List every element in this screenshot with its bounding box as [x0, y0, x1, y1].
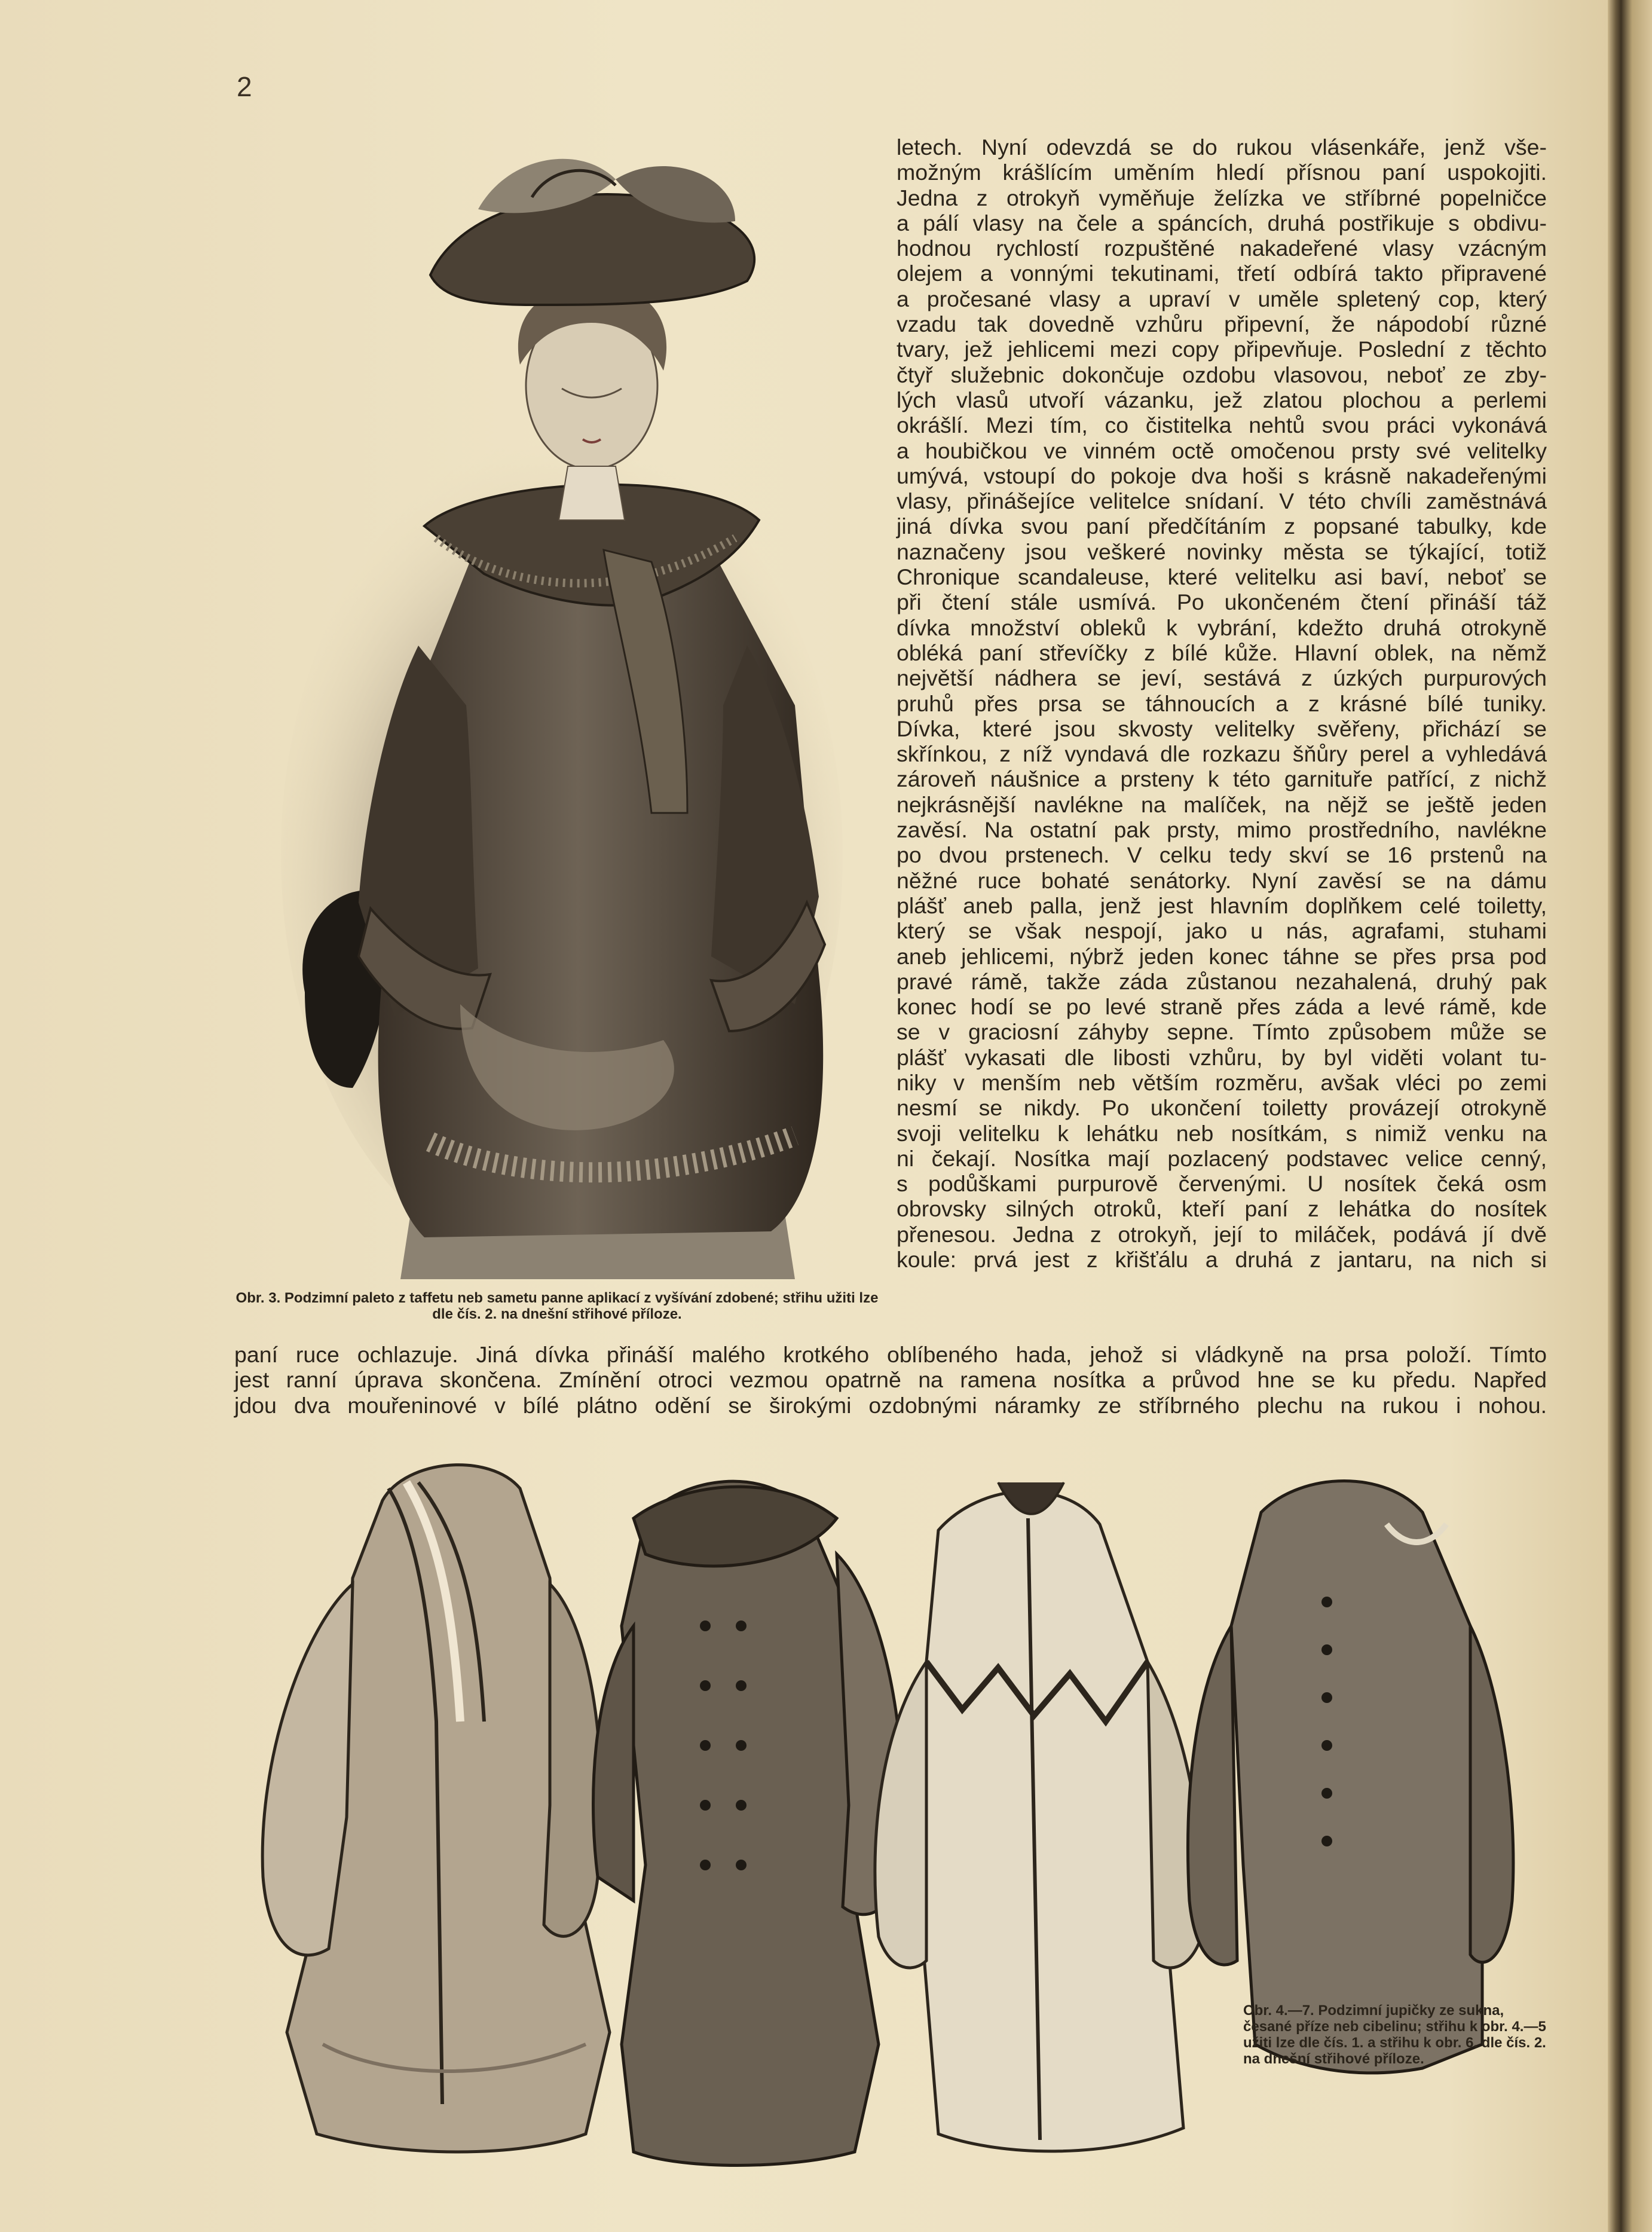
text-line: nesmí se nikdy. Po ukončení toiletty provázejí otrokyně	[897, 1095, 1547, 1121]
text-line: vzadu tak dovedně vzhůru připevní, že nápodobí různé	[897, 311, 1547, 337]
text-line: olejem a vonnými tekutinami, třetí odbírá takto připravené	[897, 261, 1547, 286]
text-line: jdou dva mouřeninové v bílé plátno odění se širokými ozdobnými náramky ze stříbrného plechu na rukou i nohou.	[234, 1392, 1547, 1418]
text-line: konec hodí se po levé straně přes záda a levé rámě, kde	[897, 994, 1547, 1020]
text-line: pravé rámě, takže záda zůstanou nezahalená, druhý pak	[897, 968, 1547, 994]
binding-gutter	[1608, 0, 1652, 2232]
text-line: jiná dívka svou paní předčítáním z popsané tabulky, kde	[897, 513, 1547, 539]
text-line: Chronique scandaleuse, které velitelku asi baví, neboť se	[897, 564, 1547, 590]
text-line: zavěsí. Na ostatní pak prsty, mimo prostředního, navlékne	[897, 817, 1547, 843]
jacket-5	[594, 1481, 904, 2165]
text-line: letech. Nyní odevzdá se do rukou vlásenkáře, jenž vše-	[897, 134, 1547, 160]
text-line: po dvou prstenech. V celku tedy skví se 16 prstenů na	[897, 842, 1547, 868]
text-line: obrovsky silných otroků, kteří paní z lehátka do nosítek	[897, 1196, 1547, 1222]
text-line: plášť aneb palla, jenž jest hlavním doplňkem celé toiletty,	[897, 892, 1547, 918]
text-line: a pálí vlasy na čele a spáncích, druhá postřikuje s obdivu-	[897, 210, 1547, 236]
text-line: který se však nespojí, jako u nás, agrafami, stuhami	[897, 918, 1547, 944]
text-line: tvary, jež jehlicemi mezi copy připevňuje. Poslední z těchto	[897, 337, 1547, 362]
text-line: při čtení stále usmívá. Po ukončeném čtení přináší táž	[897, 589, 1547, 615]
text-line: jest ranní úprava skončena. Zmínění otroci vezmou opatrně na ramena nosítka a průvod hne se ku předu. Napřed	[234, 1367, 1547, 1393]
page-number: 2	[237, 71, 252, 102]
jacket-6	[875, 1482, 1203, 2151]
four-jackets-engraving	[251, 1447, 1554, 2230]
article-continuation	[234, 1342, 1547, 1418]
jacket-7	[1188, 1481, 1513, 2073]
text-line: skřínkou, z níž vyndavá dle rozkazu šňůry perel a vyhledává	[897, 741, 1547, 767]
text-line: obléká paní střevíčky z bílé kůže. Hlavní oblek, na němž	[897, 640, 1547, 665]
article-column	[897, 134, 1547, 1272]
text-line: pruhů přes prsa se táhnoucích a z krásné bílé tuniky.	[897, 690, 1547, 716]
text-line: hodnou rychlostí rozpuštěné nakadeřené vlasy vzácným	[897, 236, 1547, 261]
text-line: lých vlasů utvoří vázanku, jež zlatou plochou a perlemi	[897, 387, 1547, 412]
text-line: a houbičkou ve vinném octě omočenou prsty své velitelky	[897, 438, 1547, 463]
figure-3-caption: Obr. 3. Podzimní paleto z taffetu neb sametu panne aplikací z vyšívání zdobené; střihu užiti lze dle čís. 2. na dnešní střihové příloze.	[235, 1290, 879, 1322]
text-line: něžné ruce bohaté senátorky. Nyní zavěsí se na dámu	[897, 867, 1547, 893]
text-line: a pročesané vlasy a upraví v uměle spletený cop, který	[897, 286, 1547, 311]
text-line: svoji velitelku k lehátku neb nosítkám, s nimiž venku na	[897, 1120, 1547, 1146]
text-line: nejkrásnější navlékne na malíček, na nějž se ještě jeden	[897, 791, 1547, 817]
text-line: naznačeny jsou veškeré novinky města se týkající, totiž	[897, 539, 1547, 564]
text-line: s podůškami purpurově červenými. U nosítek čeká osm	[897, 1171, 1547, 1197]
text-line: největší nádhera se jeví, sestává z úzkých purpurových	[897, 665, 1547, 691]
text-line: se v graciosní záhyby sepne. Tímto způsobem může se	[897, 1019, 1547, 1045]
text-line: aneb jehlicemi, nýbrž jeden konec táhne se přes prsa pod	[897, 943, 1547, 969]
text-line: možným krášlícím uměním hledí přísnou paní uspokojiti.	[897, 160, 1547, 185]
text-line: paní ruce ochlazuje. Jiná dívka přináší malého krotkého oblíbeného hada, jehož si vládkyně na prsa položí. Tímto	[234, 1342, 1547, 1367]
text-line: čtyř služebnic dokončuje ozdobu vlasovou, neboť ze zby-	[897, 362, 1547, 387]
text-line: přenesou. Jedna z otrokyň, její to miláček, podává jí dvě	[897, 1221, 1547, 1247]
text-line: umývá, vstoupí do pokoje dva hoši s krásně nakadeřenými	[897, 463, 1547, 488]
jacket-4	[262, 1465, 610, 2152]
text-line: zároveň náušnice a prsteny k této garnituře patřící, z nichž	[897, 766, 1547, 792]
text-line: plášť vykasati dle libosti vzhůru, by byl viděti volant tu-	[897, 1044, 1547, 1070]
lady-paletot-engraving	[281, 108, 879, 1279]
text-line: dívka množství obleků k vybrání, kdežto druhá otrokyně	[897, 614, 1547, 640]
figure-4-7-caption: Obr. 4.—7. Podzimní jupičky ze sukna, česané příze neb cibelinu; střihu k obr. 4.—5 užiti lze dle čís. 1. a střihu k obr. 6. dle čís. 2. na dnešní střihové příloze.	[1243, 2002, 1546, 2067]
text-line: vlasy, přinášejíce velitelce snídaní. V této chvíli zaměstnává	[897, 488, 1547, 514]
text-line: koule: prvá jest z křišťálu a druhá z jantaru, na nich si	[897, 1247, 1547, 1273]
text-line: Jedna z otrokyň vyměňuje želízka ve stříbrné popelničce	[897, 185, 1547, 210]
text-line: ni čekají. Nosítka mají pozlacený podstavec velice cenný,	[897, 1145, 1547, 1171]
text-line: niky v menším neb větším rozměru, avšak vléci po zemi	[897, 1069, 1547, 1095]
figure-3-illustration	[281, 108, 879, 1279]
text-line: okrášlí. Mezi tím, co čistitelka nehtů svou práci vykonává	[897, 412, 1547, 438]
figure-4-7-illustration	[251, 1447, 1554, 2230]
text-line: Dívka, které jsou skvosty velitelky svěřeny, přichází se	[897, 716, 1547, 741]
